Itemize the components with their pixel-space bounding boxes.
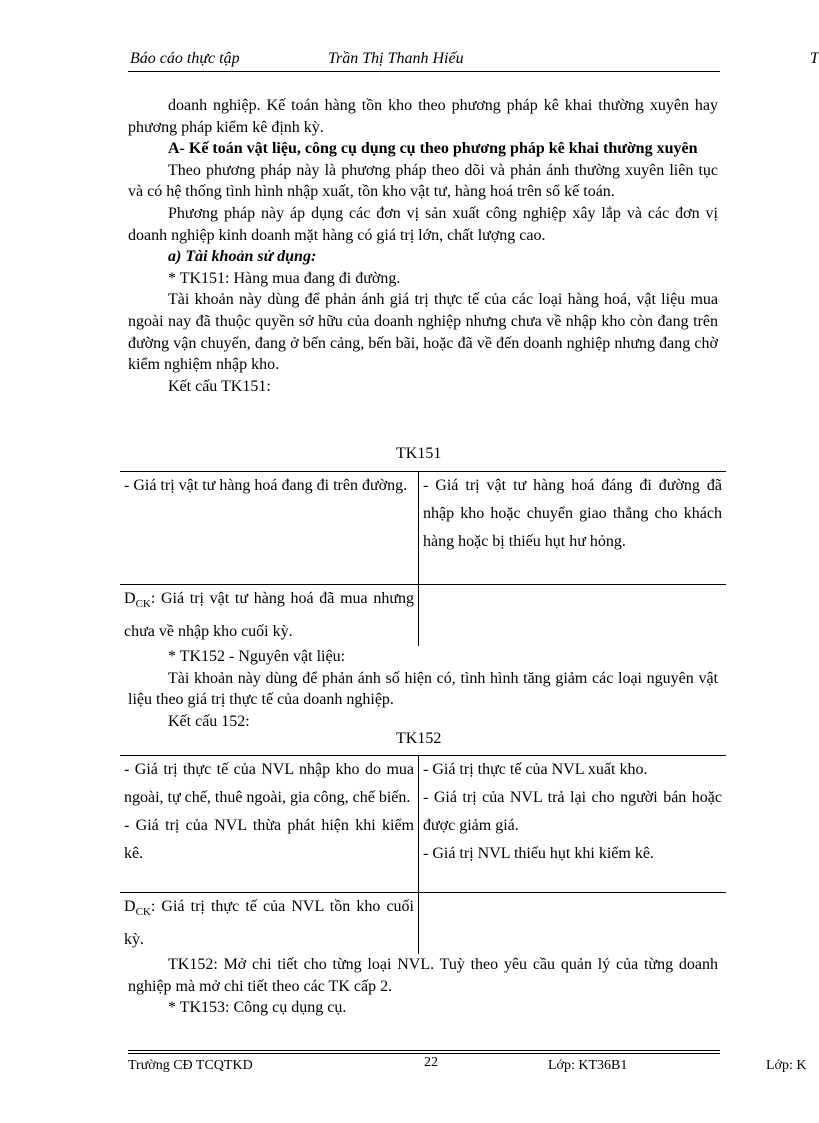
paragraph: * TK153: Công cụ dụng cụ. — [168, 999, 347, 1017]
body-section-2 — [128, 646, 718, 732]
tk152-table — [120, 755, 726, 954]
body-section-3 — [128, 954, 718, 1019]
paragraph: TK152: Mở chi tiết cho từng loại NVL. Tuỳ theo yêu cầu quản lý của từng doanh nghiệp mà mở chi tiết theo các TK cấp 2. — [128, 956, 718, 995]
header-title: Báo cáo thực tập — [130, 50, 240, 67]
subsection-heading: a) Tài khoản sử dụng: — [168, 248, 317, 266]
footer-school: Trường CĐ TCQTKD — [128, 1058, 253, 1073]
page-number: 22 — [424, 1055, 438, 1070]
paragraph: * TK152 - Nguyên vật liệu: — [168, 648, 346, 665]
header-rule — [128, 71, 720, 72]
paragraph: Phương pháp này áp dụng các đơn vị sản xuất công nghiệp xây lắp và các đơn vị doanh nghiệp kinh doanh mặt hàng có giá trị lớn, chất lượng cao. — [128, 204, 718, 244]
paragraph: Kết cấu 152: — [168, 712, 250, 730]
footer-rule-bottom — [128, 1053, 720, 1054]
paragraph: Theo phương pháp này là phương pháp theo dõi và phản ánh thường xuyên liên tục và có hệ thống tình hình nhập xuất, tồn kho vật tư, hàng hoá trên sổ kế toán. — [128, 161, 718, 201]
section-heading: A- Kế toán vật liệu, công cụ dụng cụ theo phương pháp kê khai thường xuyên — [168, 140, 698, 158]
footer-class: Lớp: KT36B1 — [548, 1058, 628, 1073]
paragraph: * TK151: Hàng mua đang đi đường. — [168, 269, 401, 287]
tk152-debit: - Giá trị thực tế của NVL nhập kho do mua ngoài, tự chế, thuê ngoài, gia công, chế biến. - Giá trị của NVL thừa phát hiện khi kiểm kê. — [120, 756, 419, 893]
footer-rule-top — [128, 1050, 720, 1051]
header-cut-text: T — [810, 50, 819, 67]
tk152-closing-balance: $D_{CK}$: Giá trị thực tế của NVL tồn kho cuối kỳ. — [120, 893, 419, 955]
tk151-title: TK151 — [396, 445, 442, 462]
body-section-1 — [128, 95, 718, 397]
tk151-closing-balance: $D_{CK}$: Giá trị vật tư hàng hoá đã mua nhưng chưa về nhập kho cuối kỳ. — [120, 585, 419, 647]
footer-class-cut: Lớp: K — [766, 1058, 807, 1073]
paragraph: Tài khoản này dùng để phản ánh số hiện có, tình hình tăng giảm các loại nguyên vật liệu theo giá trị thực tế của doanh nghiệp. — [128, 669, 718, 709]
paragraph: Tài khoản này dùng để phản ánh giá trị thực tế của các loại hàng hoá, vật liệu mua ngoài nay đã thuộc quyền sở hữu của doanh nghiệp nhưng chưa về nhập kho còn đang trên đường vận chuyển, đang ở bến cảng, bến bãi, hoặc đã về đến doanh nghiệp nhưng đang chờ kiểm nghiệm nhập kho. — [128, 291, 718, 374]
tk151-credit: - Giá trị vật tư hàng hoá đáng đi đường đã nhập kho hoặc chuyển giao thẳng cho khách hàng hoặc bị thiếu hụt hư hỏng. — [419, 472, 727, 585]
tk151-debit: - Giá trị vật tư hàng hoá đang đi trên đường. — [120, 472, 419, 585]
tk151-table — [120, 471, 726, 646]
paragraph: Kết cấu TK151: — [168, 377, 271, 395]
tk152-title: TK152 — [396, 730, 442, 747]
paragraph: doanh nghiệp. Kế toán hàng tồn kho theo phương pháp kê khai thường xuyên hay phương pháp kiểm kê định kỳ. — [128, 97, 718, 136]
tk152-credit: - Giá trị thực tế của NVL xuất kho. - Giá trị của NVL trả lại cho người bán hoặc được giảm giá. - Giá trị NVL thiếu hụt khi kiểm kê. — [419, 756, 727, 893]
header-author: Trần Thị Thanh Hiếu — [328, 50, 464, 67]
